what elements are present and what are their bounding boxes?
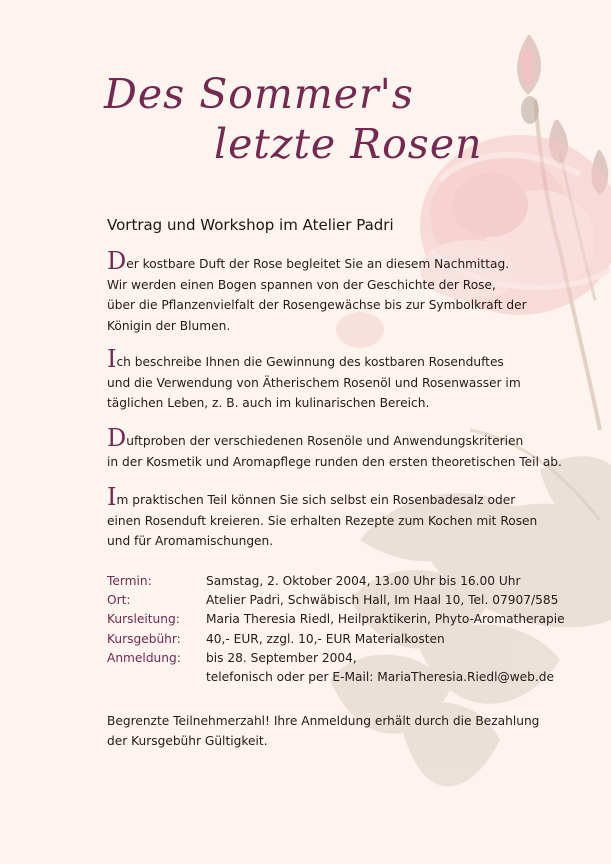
text-line: in der Kosmetik und Aromapflege runden den ersten theoretischen Teil ab. bbox=[107, 454, 562, 469]
drop-cap: D bbox=[107, 424, 127, 452]
detail-ort bbox=[107, 591, 565, 610]
detail-value: Samstag, 2. Oktober 2004, 13.00 Uhr bis 16.00 Uhr bbox=[206, 574, 521, 588]
detail-anmeldung bbox=[107, 649, 565, 668]
detail-label: Kursleitung: bbox=[107, 612, 180, 627]
paragraph-samples bbox=[107, 424, 562, 472]
detail-label: Termin: bbox=[107, 574, 152, 588]
detail-value: 40,- EUR, zzgl. 10,- EUR Materialkosten bbox=[206, 631, 445, 646]
email-contact: telefonisch oder per E-Mail: MariaTheresia.Riedl@web.de bbox=[206, 670, 555, 685]
paragraph-practical bbox=[107, 483, 538, 552]
note-line: der Kursgebühr Gültigkeit. bbox=[107, 734, 268, 748]
detail-kursleitung bbox=[107, 610, 565, 629]
drop-cap: I bbox=[107, 345, 117, 373]
paragraph-intro bbox=[107, 247, 527, 336]
title-line-2: letzte Rosen bbox=[214, 120, 483, 168]
note-line: Begrenzte Teilnehmerzahl! Ihre Anmeldung erhält durch die Bezahlung bbox=[107, 714, 540, 728]
detail-value: Atelier Padri, Schwäbisch Hall, Im Haal 10, Tel. 07907/585 bbox=[206, 593, 559, 608]
detail-kursgebuehr bbox=[107, 630, 565, 649]
detail-value: Maria Theresia Riedl, Heilpraktikerin, Phyto-Aromatherapie bbox=[206, 612, 565, 627]
detail-label: Kursgebühr: bbox=[107, 631, 181, 646]
title-line-1: Des Sommer's bbox=[104, 70, 414, 118]
text-line: er kostbare Duft der Rose begleitet Sie an diesem Nachmittag. bbox=[126, 257, 510, 271]
event-details bbox=[107, 572, 565, 687]
detail-label: Ort: bbox=[107, 593, 131, 608]
detail-value: bis 28. September 2004, bbox=[206, 650, 357, 665]
detail-label: Anmeldung: bbox=[107, 650, 181, 665]
subtitle: Vortrag und Workshop im Atelier Padri bbox=[107, 216, 394, 234]
text-line: Wir werden einen Bogen spannen von der Geschichte der Rose, bbox=[107, 277, 496, 292]
text-line: m praktischen Teil können Sie sich selbst ein Rosenbadesalz oder bbox=[116, 493, 516, 507]
paragraph-extraction bbox=[107, 345, 521, 414]
text-line: und die Verwendung von Ätherischem Rosenöl und Rosenwasser im bbox=[107, 375, 521, 390]
text-line: ch beschreibe Ihnen die Gewinnung des kostbaren Rosenduftes bbox=[116, 355, 504, 369]
detail-termin bbox=[107, 572, 565, 591]
text-line: Königin der Blumen. bbox=[107, 318, 231, 333]
drop-cap: D bbox=[107, 247, 127, 275]
text-line: über die Pflanzenvielfalt der Rosengewächse bis zur Symbolkraft der bbox=[107, 298, 527, 312]
text-line: täglichen Leben, z. B. auch im kulinarischen Bereich. bbox=[107, 396, 430, 410]
detail-anmeldung-contact bbox=[107, 668, 565, 687]
registration-note bbox=[107, 711, 539, 751]
text-line: uftproben der verschiedenen Rosenöle und Anwendungskriterien bbox=[126, 434, 524, 448]
text-line: und für Aromamischungen. bbox=[107, 534, 274, 548]
text-line: einen Rosenduft kreieren. Sie erhalten Rezepte zum Kochen mit Rosen bbox=[107, 513, 538, 528]
drop-cap: I bbox=[107, 483, 117, 511]
detail-label bbox=[107, 668, 206, 687]
